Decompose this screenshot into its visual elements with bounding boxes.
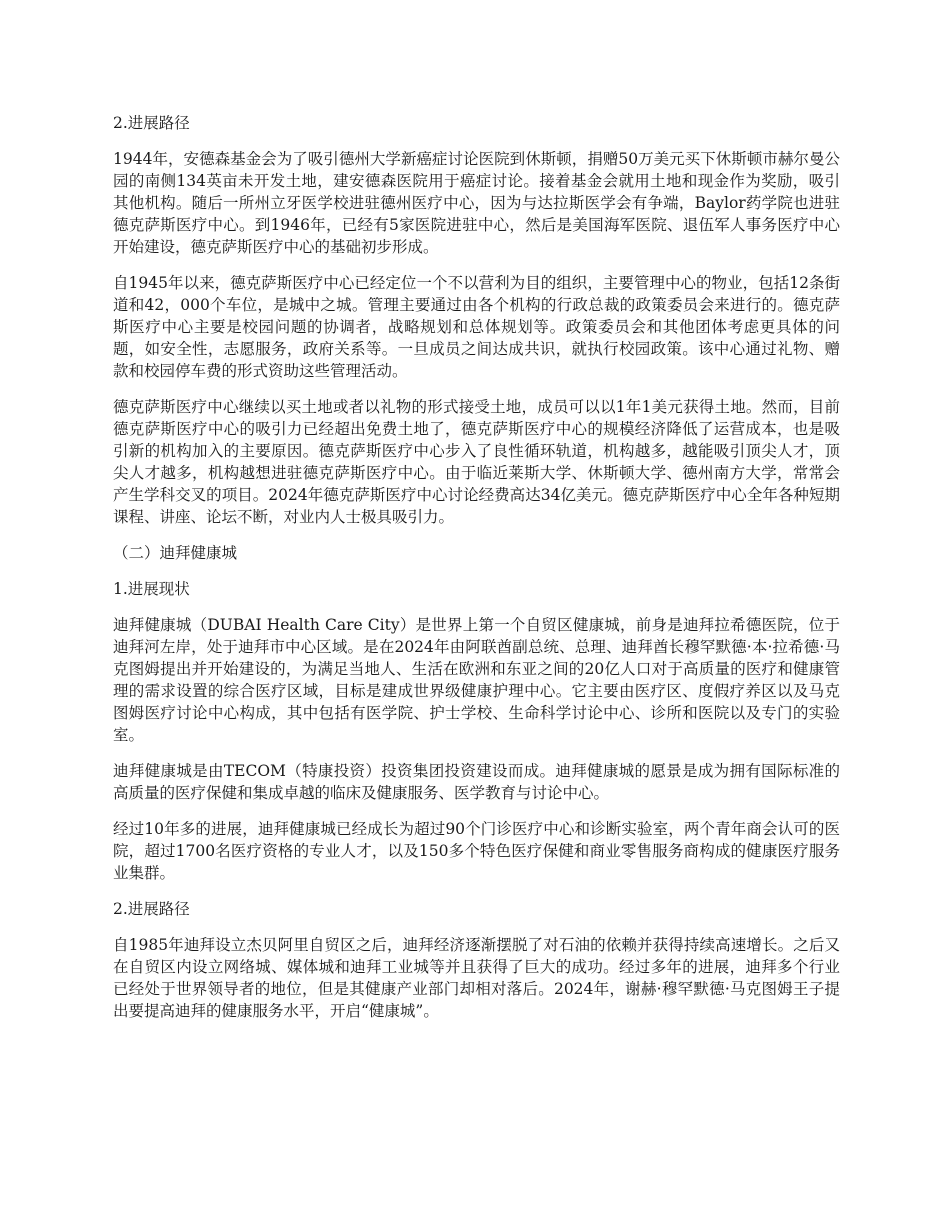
section-heading-progress-path-2: 2.进展路径 (113, 900, 190, 918)
paragraph-jebel-ali-free-zone: 自1985年迪拜设立杰贝阿里自贸区之后，迪拜经济逐渐摆脱了对石油的依赖并获得持续高速增长。之后又在自贸区内设立网络城、媒体城和迪拜工业城等并且获得了巨大的成功。经过多年的进展，迪拜多个行业已经处于世界领导者的地位，但是其健康产业部门却相对落后。2024年，谢赫·穆罕默德·马克图姆王子提出要提高迪拜的健康服务水平，开启“健康城”。 (113, 936, 840, 1020)
section-heading-progress-path: 2.进展路径 (113, 114, 190, 132)
paragraph-land-and-scale: 德克萨斯医疗中心继续以买土地或者以礼物的形式接受土地，成员可以以1年1美元获得土地。然而，目前德克萨斯医疗中心的吸引力已经超出免费土地了，德克萨斯医疗中心的规模经济降低了运营成本，也是吸引新的机构加入的主要原因。德克萨斯医疗中心步入了良性循环轨道，机构越多，越能吸引顶尖人才，顶尖人才越多，机构越想进驻德克萨斯医疗中心。由于临近莱斯大学、休斯顿大学、德州南方大学，常常会产生学科交叉的项目。2024年德克萨斯医疗中心讨论经费高达34亿美元。德克萨斯医疗中心全年各种短期课程、讲座、论坛不断，对业内人士极具吸引力。 (113, 398, 840, 526)
paragraph-anderson-foundation: 1944年，安德森基金会为了吸引德州大学新癌症讨论医院到休斯顿，捐赠50万美元买下休斯顿市赫尔曼公园的南侧134英亩未开发土地，建安德森医院用于癌症讨论。接着基金会就用土地和现金作为奖励，吸引其他机构。随后一所州立牙医学校进驻德州医疗中心，因为与达拉斯医学会有争端，Baylor药学院也进驻德克萨斯医疗中心。到1946年，已经有5家医院进驻中心，然后是美国海军医院、退伍军人事务医疗中心开始建设，德克萨斯医疗中心的基础初步形成。 (113, 150, 840, 256)
document-page (113, 112, 840, 1036)
paragraph-dubai-overview: 迪拜健康城（DUBAI Health Care City）是世界上第一个自贸区健康城，前身是迪拜拉希德医院，位于迪拜河左岸，处于迪拜市中心区域。是在2024年由阿联酋副总统、总理、迪拜酋长穆罕默德·本·拉希德·马克图姆提出并开始建设的，为满足当地人、生活在欧洲和东亚之间的20亿人口对于高质量的医疗和健康管理的需求设置的综合医疗区域，目标是建成世界级健康护理中心。它主要由医疗区、度假疗养区以及马克图姆医疗讨论中心构成，其中包括有医学院、护士学校、生命科学讨论中心、诊所和医院以及专门的实验室。 (113, 616, 840, 744)
paragraph-growth-ten-years: 经过10年多的进展，迪拜健康城已经成长为超过90个门诊医疗中心和诊断实验室，两个青年商会认可的医院，超过1700名医疗资格的专业人才，以及150多个特色医疗保健和商业零售服务商构成的健康医疗服务业集群。 (113, 820, 840, 882)
paragraph-tecom-investment: 迪拜健康城是由TECOM（特康投资）投资集团投资建设而成。迪拜健康城的愿景是成为拥有国际标准的高质量的医疗保健和集成卓越的临床及健康服务、医学教育与讨论中心。 (113, 762, 840, 802)
section-heading-dubai-health-city: （二）迪拜健康城 (113, 544, 238, 562)
section-heading-current-status: 1.进展现状 (113, 580, 190, 598)
paragraph-nonprofit-organization: 自1945年以来，德克萨斯医疗中心已经定位一个不以营利为目的组织，主要管理中心的物业，包括12条街道和42，000个车位，是城中之城。管理主要通过由各个机构的行政总裁的政策委员会来进行的。德克萨斯医疗中心主要是校园问题的协调者，战略规划和总体规划等。政策委员会和其他团体考虑更具体的问题，如安全性，志愿服务，政府关系等。一旦成员之间达成共识，就执行校园政策。该中心通过礼物、赠款和校园停车费的形式资助这些管理活动。 (113, 274, 840, 380)
